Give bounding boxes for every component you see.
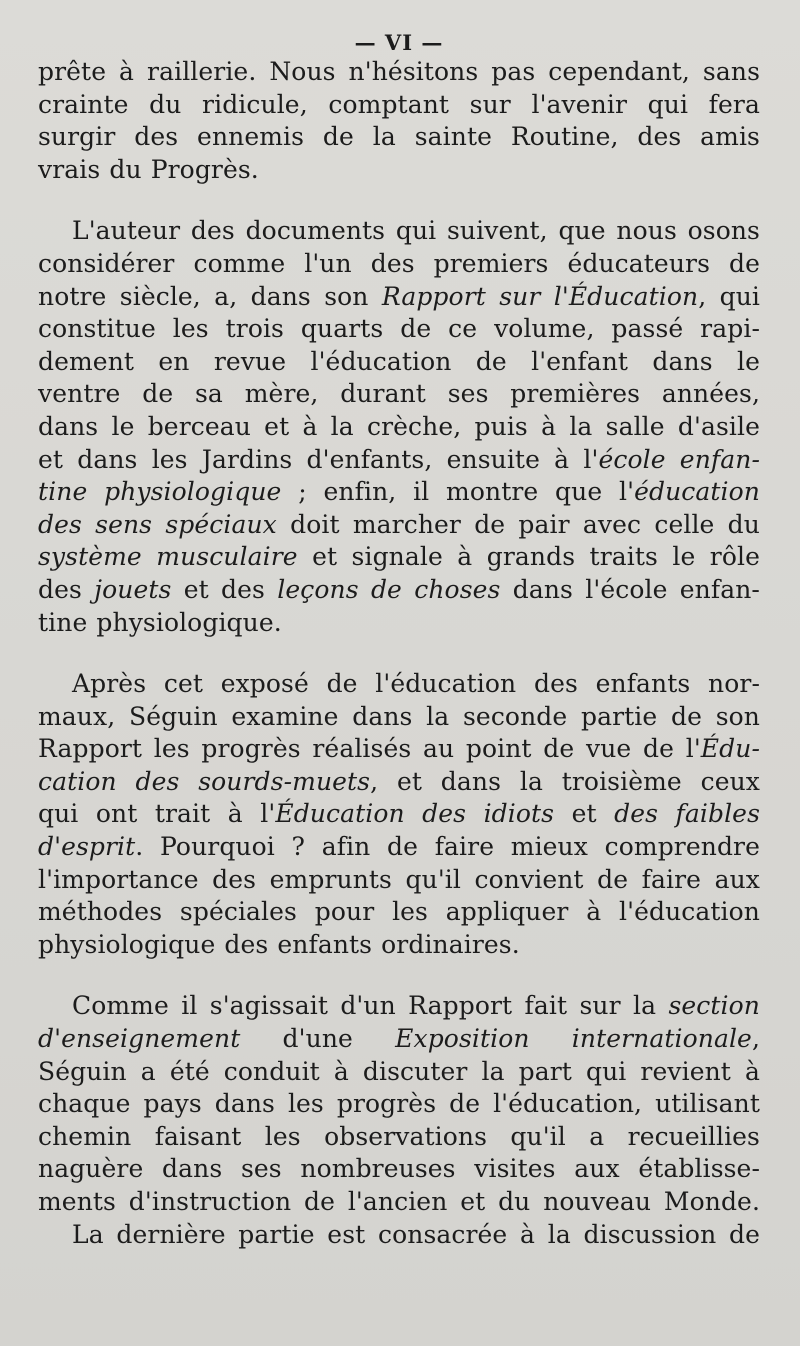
text-line: prête à raillerie. Nous n'hésitons pas cependant, sans xyxy=(38,57,760,86)
paragraph-p4 xyxy=(38,990,760,1251)
text-line: d'enseignement d'une Exposition internationale, xyxy=(38,1024,761,1054)
text-line: des jouets et des leçons de choses dans l'école enfan- xyxy=(38,574,760,604)
text-line: des sens spéciaux doit marcher de pair avec celle du xyxy=(38,509,760,539)
text-line: dans le berceau et à la crèche, puis à la salle d'asile xyxy=(38,411,760,441)
text-line: système musculaire et signale à grands traits le rôle xyxy=(38,542,760,572)
text-line: méthodes spéciales pour les appliquer à l'éducation xyxy=(38,897,760,927)
text-line: Après cet exposé de l'éducation des enfants nor- xyxy=(72,669,760,699)
text-line: considérer comme l'un des premiers éducateurs de xyxy=(38,248,760,278)
text-line: constitue les trois quarts de ce volume, passé rapi- xyxy=(38,314,760,344)
text-line: ments d'instruction de l'ancien et du nouveau Monde. xyxy=(38,1187,760,1216)
text-line: L'auteur des documents qui suivent, que nous osons xyxy=(72,216,760,246)
text-line: La dernière partie est consacrée à la discussion de xyxy=(72,1219,760,1249)
text-line: l'importance des emprunts qu'il convient de faire aux xyxy=(38,864,760,894)
text-line: qui ont trait à l'Éducation des idiots et des faibles xyxy=(38,799,760,829)
paragraph-gap xyxy=(38,639,760,668)
text-line: notre siècle, a, dans son Rapport sur l'Éducation, qui xyxy=(38,281,760,311)
text-line: dement en revue l'éducation de l'enfant dans le xyxy=(38,346,760,376)
text-line: cation des sourds-muets, et dans la troisième ceux xyxy=(38,766,760,796)
paragraph-gap xyxy=(38,961,760,990)
paragraph-p2 xyxy=(38,215,760,639)
text-line: physiologique des enfants ordinaires. xyxy=(38,929,520,959)
paragraph-p3 xyxy=(38,668,760,961)
text-line: d'esprit. Pourquoi ? afin de faire mieux comprendre xyxy=(38,832,760,862)
text-line: chaque pays dans les progrès de l'éducation, utilisant xyxy=(38,1089,760,1119)
text-line: maux, Séguin examine dans la seconde partie de son xyxy=(38,701,760,731)
text-line: tine physiologique ; enfin, il montre que l'éducation xyxy=(38,477,760,507)
text-line: surgir des ennemis de la sainte Routine, des amis xyxy=(38,122,760,152)
text-line: chemin faisant les observations qu'il a recueillies xyxy=(38,1121,760,1151)
paragraph-gap xyxy=(38,186,760,215)
paragraph-p1 xyxy=(38,56,760,186)
text-line: et dans les Jardins d'enfants, ensuite à l'école enfan- xyxy=(38,444,761,474)
text-line: tine physiologique. xyxy=(38,607,282,637)
text-line: naguère dans ses nombreuses visites aux établisse- xyxy=(38,1154,760,1184)
text-line: Séguin a été conduit à discuter la part qui revient à xyxy=(38,1056,760,1086)
page-body xyxy=(38,56,760,1251)
text-line: crainte du ridicule, comptant sur l'avenir qui fera xyxy=(38,89,760,119)
text-line: Rapport les progrès réalisés au point de vue de l'Édu- xyxy=(38,734,760,764)
text-line: ventre de sa mère, durant ses premières années, xyxy=(38,379,760,409)
page-number: — VI — xyxy=(354,30,444,55)
text-line: Comme il s'agissait d'un Rapport fait sur la section xyxy=(72,991,760,1021)
text-line: vrais du Progrès. xyxy=(38,154,259,184)
